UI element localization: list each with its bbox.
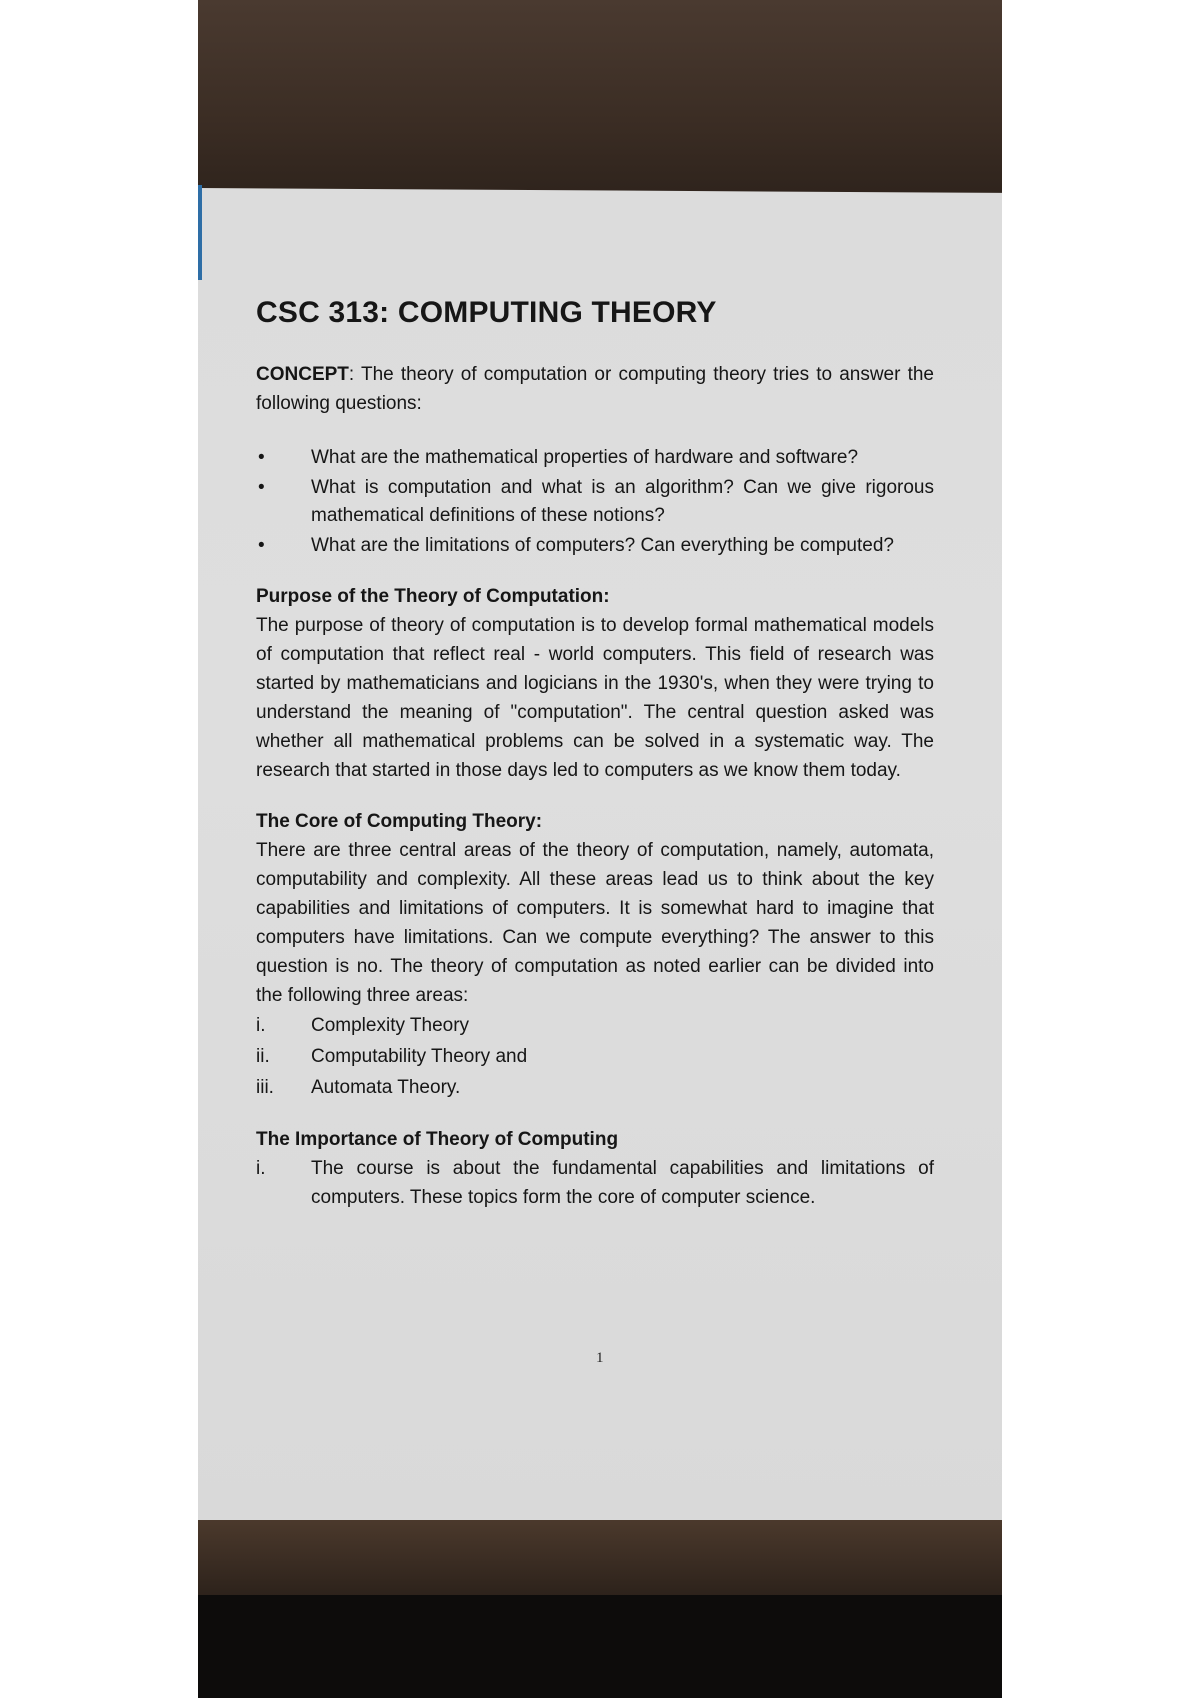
- list-item: iii. Automata Theory.: [256, 1077, 461, 1098]
- list-item: • What are the limitations of computers? Can everything be computed?: [256, 532, 934, 560]
- wood-surface-top: [198, 0, 1002, 200]
- document-title: CSC 313: COMPUTING THEORY: [256, 296, 717, 329]
- purpose-paragraph: The purpose of theory of computation is to develop formal mathematical models of computation that reflect real - world computers. This field of research was started by mathematicians and logicians in the 1930's, when they were trying to understand the meaning of "computation". The central question asked was whether all mathematical problems can be solved in a systematic way. The research that started in those days led to computers as we know them today.: [256, 615, 934, 781]
- core-heading: The Core of Computing Theory:: [256, 811, 543, 832]
- bullet-icon: •: [258, 477, 265, 498]
- list-item: i. The course is about the fundamental capabilities and limitations of computers. These topics form the core of computer science.: [256, 1158, 934, 1208]
- list-item: ii. Computability Theory and: [256, 1046, 528, 1067]
- purpose-heading: Purpose of the Theory of Computation:: [256, 586, 610, 607]
- bullet-icon: •: [258, 535, 265, 556]
- document-content: [256, 296, 934, 1212]
- blue-edge-mark: [198, 185, 202, 280]
- importance-heading: The Importance of Theory of Computing: [256, 1129, 619, 1150]
- list-item: i. Complexity Theory: [256, 1015, 470, 1036]
- concept-label: CONCEPT: [256, 364, 349, 385]
- bullet-icon: •: [258, 447, 265, 468]
- page-number: 1: [596, 1350, 604, 1366]
- areas-list: [256, 1010, 934, 1103]
- list-item: • What are the mathematical properties of hardware and software?: [256, 444, 934, 472]
- importance-list: [256, 1154, 934, 1212]
- core-paragraph: There are three central areas of the theory of computation, namely, automata, computability and complexity. All these areas lead us to think about the key capabilities and limitations of computers. It is somewhat hard to imagine that computers have limitations. Can we compute everything? The answer to this question is no. The theory of computation as noted earlier can be divided into the following three areas:: [256, 840, 934, 1006]
- concept-text: : The theory of computation or computing theory tries to answer the following questions:: [256, 364, 934, 414]
- wood-surface-bottom: [198, 1520, 1002, 1600]
- dark-background: [198, 1595, 1002, 1698]
- questions-list: [256, 444, 934, 560]
- list-item: • What is computation and what is an algorithm? Can we give rigorous mathematical definitions of these notions?: [256, 474, 934, 530]
- concept-paragraph: [256, 360, 934, 418]
